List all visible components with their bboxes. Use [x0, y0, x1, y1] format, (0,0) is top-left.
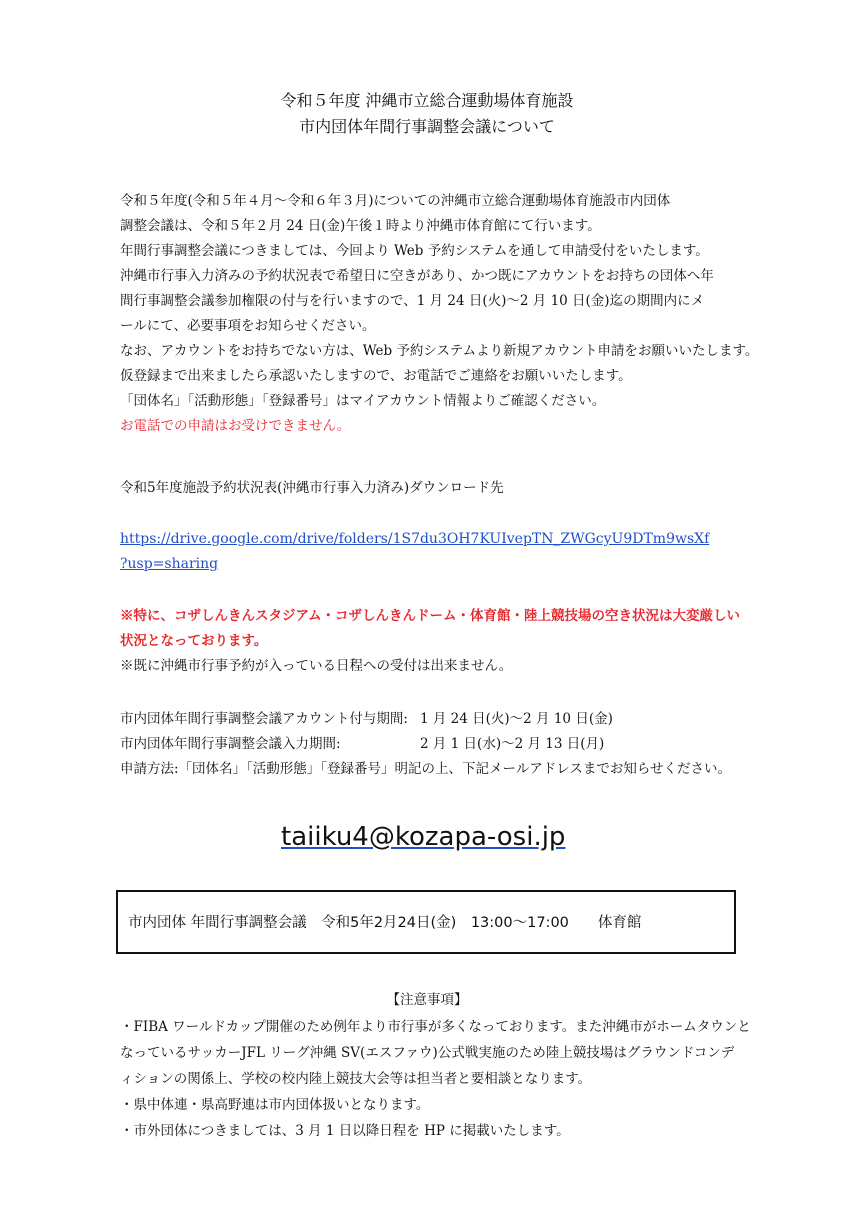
period-row [120, 734, 604, 754]
document-title-line-2: 市内団体年間行事調整会議について [299, 117, 555, 136]
notes-line: ・県中体連・県高野連は市内団体扱いとなります。 [120, 1097, 430, 1113]
download-link-line-2[interactable]: ?usp=sharing [120, 556, 219, 572]
document-title-line-1: 令和５年度 沖縄市立総合運動場体育施設 [280, 91, 574, 110]
apply-method: 申請方法:「団体名」「活動形態」「登録番号」明記の上、下記メールアドレスまでお知らせください。 [120, 761, 731, 777]
intro-line: 年間行事調整会議につきましては、今回より Web 予約システムを通して申請受付をいたします。 [120, 243, 709, 259]
intro-line: 令和５年度(令和５年４月～令和６年３月)についての沖縄市立総合運動場体育施設市内団体 [120, 193, 671, 209]
intro-line: 間行事調整会議参加権限の付与を行いますので、1 月 24 日(火)～2 月 10 日(金)迄の期間内にメ [120, 293, 705, 309]
period-label: 市内団体年間行事調整会議アカウント付与期間: [120, 711, 408, 727]
intro-line: 仮登録まで出来ましたら承認いたしますので、お電話でご連絡をお願いいたします。 [120, 368, 632, 384]
intro-line: 沖縄市行事入力済みの予約状況表で希望日に空きがあり、かつ既にアカウントをお持ちの団体へ年 [120, 268, 714, 284]
intro-line: なお、アカウントをお持ちでない方は、Web 予約システムより新規アカウント申請をお願いいたします。 [120, 343, 759, 359]
intro-line: 「団体名」「活動形態」「登録番号」はマイアカウント情報よりご確認ください。 [120, 393, 606, 409]
notes-line: ・FIBA ワールドカップ開催のため例年より市行事が多くなっております。また沖縄市がホームタウンと [120, 1019, 751, 1035]
intro-line: ールにて、必要事項をお知らせください。 [120, 318, 376, 334]
period-label: 市内団体年間行事調整会議入力期間: [120, 736, 341, 752]
contact-email-text: taiiku4@kozapa-osi.jp [281, 822, 566, 852]
notes-heading: 【注意事項】 [386, 992, 468, 1008]
notes-line: なっているサッカーJFL リーグ沖縄 SV(エスファウ)公式戦実施のため陸上競技場はグラウンドコンデ [120, 1045, 735, 1061]
period-row [120, 709, 613, 729]
intro-line: 調整会議は、令和５年２月 24 日(金)午後１時より沖縄市体育館にて行います。 [120, 218, 601, 234]
meeting-info: 市内団体 年間行事調整会議 令和5年2月24日(金) 13:00～17:00 体育館 [128, 915, 642, 931]
notes-line: ・市外団体につきましては、3 月 1 日以降日程を HP に掲載いたします。 [120, 1123, 570, 1139]
meeting-info-box [116, 890, 736, 954]
period-value: 2 月 1 日(水)～2 月 13 日(月) [420, 736, 605, 752]
period-value: 1 月 24 日(火)～2 月 10 日(金) [420, 711, 613, 727]
contact-email[interactable] [281, 820, 605, 854]
notes-line: ィションの関係上、学校の校内陸上競技大会等は担当者と要相談となります。 [120, 1071, 592, 1087]
download-label: 令和5年度施設予約状況表(沖縄市行事入力済み)ダウンロード先 [120, 480, 504, 496]
phone-notice: お電話での申請はお受けできません。 [120, 418, 351, 434]
existing-booking-note: ※既に沖縄市行事予約が入っている日程への受付は出来ません。 [120, 658, 513, 674]
download-link-line-1[interactable]: https://drive.google.com/drive/folders/1S7du3OH7KUIvepTN_ZWGcyU9DTm9wsXf [120, 531, 710, 547]
warning-line-1: ※特に、コザしんきんスタジアム・コザしんきんドーム・体育館・陸上競技場の空き状況は大変厳しい [120, 608, 741, 624]
warning-line-2: 状況となっております。 [120, 633, 268, 649]
